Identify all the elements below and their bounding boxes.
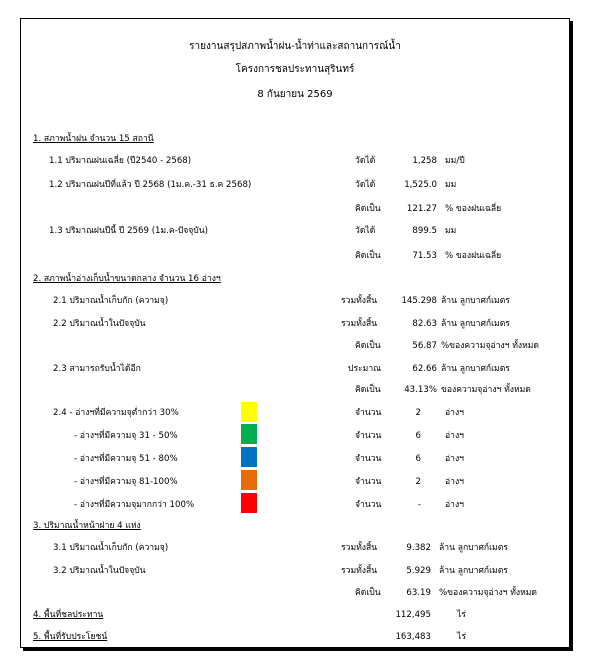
row-unit: % ของฝนเฉลี่ย bbox=[445, 251, 502, 261]
row-unit: ล้าน ลูกบาศก์เมตร bbox=[441, 319, 510, 329]
report-sheet bbox=[20, 18, 570, 648]
row-value: 1,258 bbox=[412, 156, 437, 166]
level-unit: อ่างฯ bbox=[445, 408, 465, 418]
level-value: 2 bbox=[415, 408, 421, 418]
project-name: โครงการชลประทานสุรินทร์ bbox=[235, 64, 355, 75]
row-label: 1.3 ปริมาณฝนปีนี้ ปี 2569 (1ม.ค-ปัจจุบัน) bbox=[49, 226, 208, 236]
level-measure: จำนวน bbox=[355, 408, 382, 418]
row-unit: %ของความจุอ่างฯ ทั้งหมด bbox=[441, 341, 540, 351]
level-value: 6 bbox=[415, 431, 421, 441]
section5-heading: 5. พื้นที่รับประโยชน์ bbox=[33, 632, 108, 642]
row-unit: % ของฝนเฉลี่ย bbox=[445, 204, 502, 214]
row-unit: %ของความจุอ่างฯ ทั้งหมด bbox=[439, 588, 538, 598]
row-value: 899.5 bbox=[412, 226, 437, 236]
section1-heading: 1. สภาพน้ำฝน จำนวน 15 สถานี bbox=[33, 134, 154, 144]
row-label: 3.2 ปริมาณน้ำในปัจจุบัน bbox=[53, 566, 146, 576]
row-value: 9.382 bbox=[406, 543, 431, 553]
level-measure: จำนวน bbox=[355, 500, 382, 510]
level-unit: อ่างฯ bbox=[445, 477, 465, 487]
row-value: 62.66 bbox=[412, 364, 437, 374]
row-measure: วัดได้ bbox=[355, 226, 376, 236]
level-label: - อ่างฯที่มีความจุ 31 - 50% bbox=[74, 431, 178, 441]
row-unit: ของความจุอ่างฯ ทั้งหมด bbox=[441, 385, 531, 395]
level-label: - อ่างฯที่มีความจุ 81-100% bbox=[74, 477, 178, 487]
row-label: 1.2 ปริมาณฝนปีที่แล้ว ปี 2568 (1ม.ค.-31 ธ.ค 2568) bbox=[49, 180, 252, 190]
row-measure: รวมทั้งสิ้น bbox=[341, 566, 378, 576]
section4-heading: 4. พื้นที่ชลประทาน bbox=[33, 610, 104, 620]
row-unit: ล้าน ลูกบาศก์เมตร bbox=[441, 296, 510, 306]
level-value: - bbox=[417, 500, 421, 510]
row-value: 145.298 bbox=[401, 296, 437, 306]
irrigated-area-unit: ไร่ bbox=[457, 610, 466, 620]
row-measure: รวมทั้งสิ้น bbox=[341, 319, 378, 329]
row-measure: ประมาณ bbox=[348, 364, 382, 374]
row-value: 121.27 bbox=[406, 204, 437, 214]
level-unit: อ่างฯ bbox=[445, 431, 465, 441]
row-unit: ล้าน ลูกบาศก์เมตร bbox=[439, 543, 508, 553]
row-measure: คิดเป็น bbox=[355, 588, 381, 598]
row-measure: รวมทั้งสิ้น bbox=[341, 543, 378, 553]
row-label: 2.2 ปริมาณน้ำในปัจจุบัน bbox=[53, 319, 146, 329]
level-swatch-green bbox=[241, 424, 257, 444]
row-value: 56.87 bbox=[412, 341, 437, 351]
level-swatch-red bbox=[241, 493, 257, 513]
row-unit: ล้าน ลูกบาศก์เมตร bbox=[441, 364, 510, 374]
row-value: 71.53 bbox=[412, 251, 437, 261]
row-measure: คิดเป็น bbox=[355, 251, 381, 261]
level-swatch-yellow bbox=[241, 402, 257, 422]
row-value: 43.13% bbox=[404, 385, 437, 395]
level-label: - อ่างฯที่มีความจุ 51 - 80% bbox=[74, 454, 178, 464]
level-measure: จำนวน bbox=[355, 431, 382, 441]
row-label: 2.3 สามารถรับน้ำได้อีก bbox=[53, 364, 141, 374]
row-measure: วัดได้ bbox=[355, 156, 376, 166]
row-unit: ล้าน ลูกบาศก์เมตร bbox=[439, 566, 508, 576]
row-measure: รวมทั้งสิ้น bbox=[341, 296, 378, 306]
level-label: 2.4 - อ่างฯที่มีความจุต่ำกว่า 30% bbox=[53, 408, 179, 418]
row-measure: วัดได้ bbox=[355, 180, 376, 190]
level-label: - อ่างฯที่มีความจุมากกว่า 100% bbox=[74, 500, 195, 510]
irrigated-area-value: 112,495 bbox=[395, 610, 431, 620]
level-value: 2 bbox=[415, 477, 421, 487]
row-label: 3.1 ปริมาณน้ำเก็บกัก (ความจุ) bbox=[53, 543, 169, 553]
row-unit: มม bbox=[445, 226, 457, 236]
level-swatch-orange bbox=[241, 470, 257, 490]
row-value: 1,525.0 bbox=[404, 180, 437, 190]
level-unit: อ่างฯ bbox=[445, 454, 465, 464]
row-measure: คิดเป็น bbox=[355, 204, 381, 214]
row-measure: คิดเป็น bbox=[355, 385, 381, 395]
row-label: 2.1 ปริมาณน้ำเก็บกัก (ความจุ) bbox=[53, 296, 169, 306]
level-swatch-blue bbox=[241, 447, 257, 467]
benefit-area-unit: ไร่ bbox=[457, 632, 466, 642]
section2-heading: 2. สภาพน้ำอ่างเก็บน้ำขนาดกลาง จำนวน 16 อ่างฯ bbox=[33, 274, 221, 284]
row-label: 1.1 ปริมาณฝนเฉลี่ย (ปี2540 - 2568) bbox=[49, 156, 192, 166]
row-value: 63.19 bbox=[406, 588, 431, 598]
level-measure: จำนวน bbox=[355, 454, 382, 464]
level-measure: จำนวน bbox=[355, 477, 382, 487]
report-date: 8 กันยายน 2569 bbox=[257, 89, 333, 100]
row-measure: คิดเป็น bbox=[355, 341, 381, 351]
report-title: รายงานสรุปสภาพน้ำฝน-น้ำท่าและสถานการณ์น้ำ bbox=[189, 41, 401, 52]
level-unit: อ่างฯ bbox=[445, 500, 465, 510]
row-value: 5.929 bbox=[406, 566, 431, 576]
row-unit: มม/ปี bbox=[445, 156, 465, 166]
benefit-area-value: 163,483 bbox=[395, 632, 431, 642]
row-unit: มม bbox=[445, 180, 457, 190]
level-value: 6 bbox=[415, 454, 421, 464]
section3-heading: 3. ปริมาณน้ำหน้าฝาย 4 แห่ง bbox=[33, 521, 141, 531]
row-value: 82.63 bbox=[412, 319, 437, 329]
